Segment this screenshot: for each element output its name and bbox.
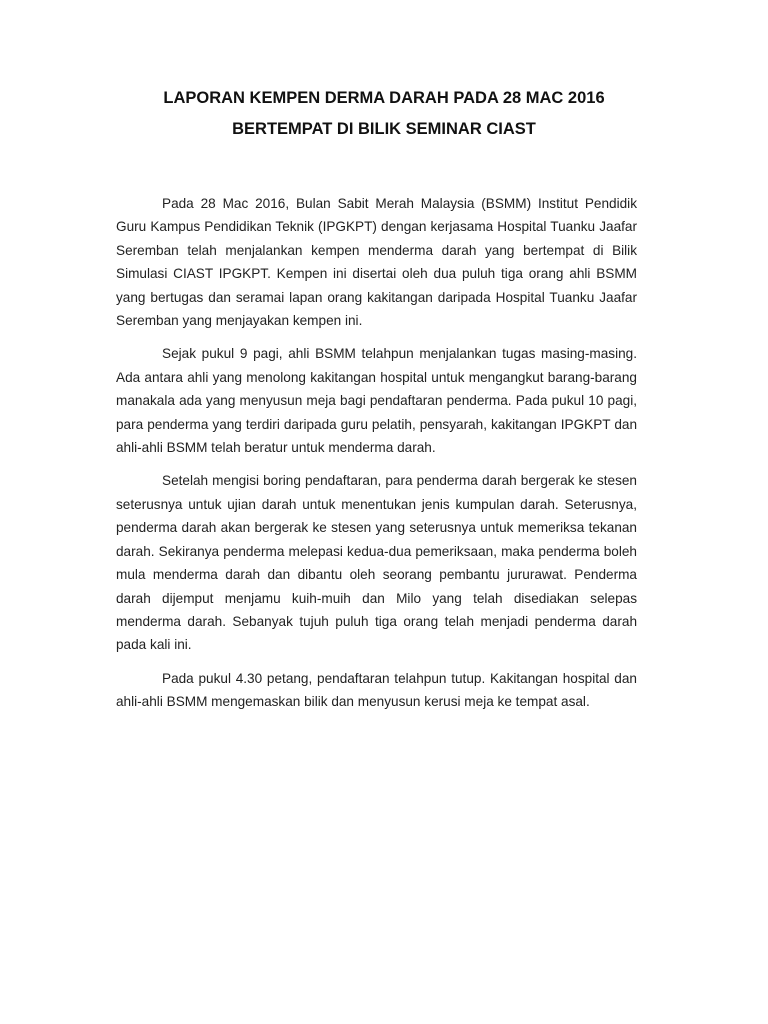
report-title bbox=[0, 88, 768, 139]
title-line-1: LAPORAN KEMPEN DERMA DARAH PADA 28 MAC 2016 bbox=[163, 89, 605, 107]
report-body bbox=[116, 192, 637, 724]
paragraph-3: Setelah mengisi boring pendaftaran, para penderma darah bergerak ke stesen seterusnya untuk ujian darah untuk menentukan jenis kumpulan darah. Seterusnya, penderma darah akan bergerak ke stesen yang seterusnya untuk memeriksa tekanan darah. Sekiranya penderma melepasi kedua-dua pemeriksaan, maka penderma boleh mula menderma darah dan dibantu oleh seorang pembantu jururawat. Penderma darah dijemput menjamu kuih-muih dan Milo yang telah disediakan selepas menderma darah. Sebanyak tujuh puluh tiga orang telah menjadi penderma darah pada kali ini. bbox=[116, 473, 637, 653]
paragraph-4: Pada pukul 4.30 petang, pendaftaran telahpun tutup. Kakitangan hospital dan ahli-ahli BSMM mengemaskan bilik dan menyusun kerusi meja ke tempat asal. bbox=[116, 670, 637, 710]
paragraph-1: Pada 28 Mac 2016, Bulan Sabit Merah Malaysia (BSMM) Institut Pendidik Guru Kampus Pendidikan Teknik (IPGKPT) dengan kerjasama Hospital Tuanku Jaafar Seremban telah menjalankan kempen menderma darah yang bertempat di Bilik Simulasi CIAST IPGKPT. Kempen ini disertai oleh dua puluh tiga orang ahli BSMM yang bertugas dan seramai lapan orang kakitangan daripada Hospital Tuanku Jaafar Seremban yang menjayakan kempen ini. bbox=[116, 196, 637, 329]
title-line-2: BERTEMPAT DI BILIK SEMINAR CIAST bbox=[232, 120, 536, 138]
paragraph-2: Sejak pukul 9 pagi, ahli BSMM telahpun menjalankan tugas masing-masing. Ada antara ahli yang menolong kakitangan hospital untuk mengangkut barang-barang manakala ada yang menyusun meja bagi pendaftaran penderma. Pada pukul 10 pagi, para penderma yang terdiri daripada guru pelatih, pensyarah, kakitangan IPGKPT dan ahli-ahli BSMM telah beratur untuk menderma darah. bbox=[116, 346, 637, 456]
